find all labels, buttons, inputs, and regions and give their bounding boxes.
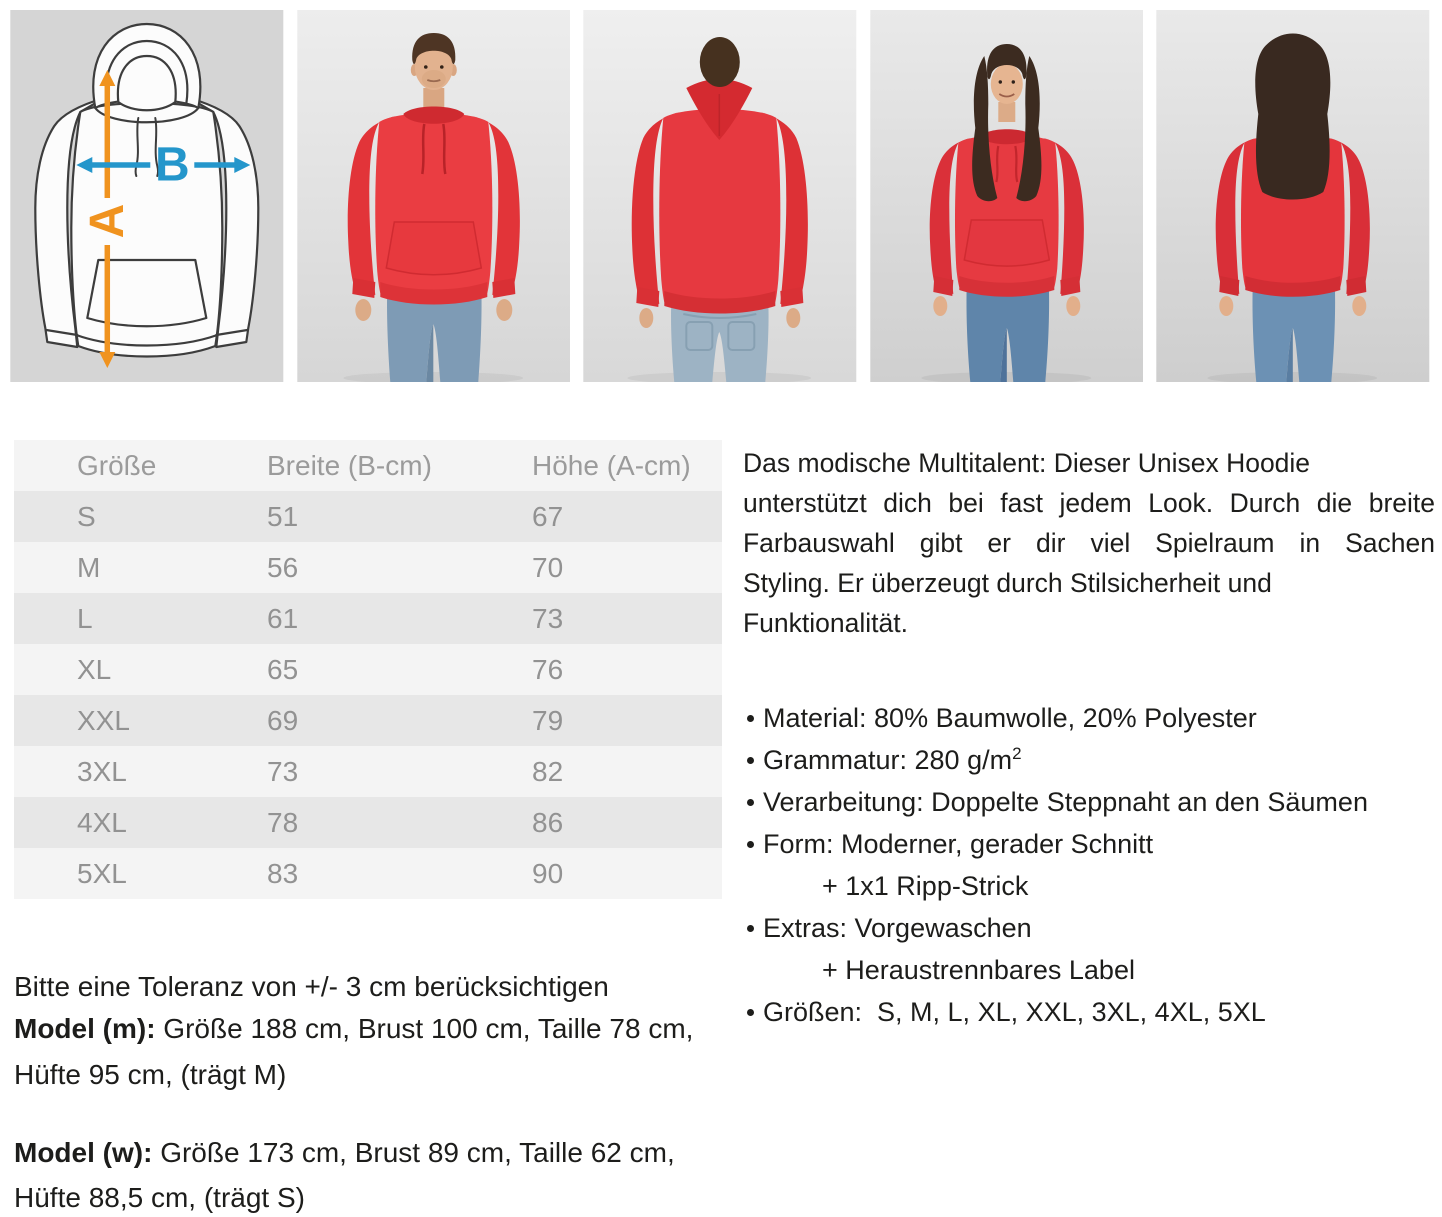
width-value: 61 — [267, 603, 299, 634]
table-row — [14, 848, 722, 899]
model-male-back-graphic — [583, 10, 857, 382]
table-row — [14, 797, 722, 848]
model-female-back-photo — [1156, 10, 1430, 382]
height-value: 90 — [532, 858, 564, 889]
feature-text: Verarbeitung: Doppelte Steppnaht an den Säumen — [763, 787, 1368, 817]
width-value: 56 — [267, 552, 299, 583]
size-value: 3XL — [77, 756, 127, 787]
table-row — [14, 542, 722, 593]
column-header-height: Höhe (A-cm) — [532, 450, 691, 481]
width-value: 51 — [267, 501, 299, 532]
model-female-front-graphic — [870, 10, 1144, 382]
product-image-row — [10, 10, 1430, 382]
model-w-line2: Hüfte 88,5 cm, (trägt S) — [14, 1182, 305, 1213]
list-item — [743, 781, 1435, 823]
model-m-label: Model (m): — [14, 1013, 156, 1044]
feature-text-continuation: + Heraustrennbares Label — [822, 955, 1135, 985]
size-value: L — [77, 603, 93, 634]
bullet-icon — [747, 757, 754, 764]
height-value: 79 — [532, 705, 564, 736]
description-line: Farbauswahl gibt er dir viel Spielraum in Sachen — [743, 528, 1435, 558]
width-value: 73 — [267, 756, 299, 787]
model-w-measurements — [14, 1130, 738, 1217]
width-value: 83 — [267, 858, 299, 889]
bullet-icon — [747, 841, 754, 848]
superscript: 2 — [1012, 744, 1022, 763]
list-item — [743, 697, 1435, 739]
feature-text: Grammatur: 280 g/m — [763, 745, 1013, 775]
height-value: 76 — [532, 654, 564, 685]
column-header-size: Größe — [77, 450, 157, 481]
tolerance-note: Bitte eine Toleranz von +/- 3 cm berücksichtigen — [14, 971, 609, 1002]
model-male-front-graphic — [297, 10, 571, 382]
feature-text: Größen: S, M, L, XL, XXL, 3XL, 4XL, 5XL — [763, 997, 1266, 1027]
model-w-line1 — [14, 1130, 738, 1175]
feature-text: Material: 80% Baumwolle, 20% Polyester — [763, 703, 1257, 733]
product-description — [743, 443, 1435, 1033]
height-value: 86 — [532, 807, 564, 838]
height-value: 67 — [532, 501, 564, 532]
list-item — [743, 907, 1435, 991]
size-value: XXL — [77, 705, 130, 736]
list-item — [743, 739, 1435, 781]
size-value: 4XL — [77, 807, 127, 838]
table-row — [14, 491, 722, 542]
table-row — [14, 746, 722, 797]
width-value: 78 — [267, 807, 299, 838]
model-m-line1 — [14, 1006, 738, 1052]
feature-text-continuation: + 1x1 Ripp-Strick — [822, 871, 1029, 901]
bullet-icon — [747, 799, 754, 806]
size-chart-header-row — [14, 440, 722, 491]
model-w-label: Model (w): — [14, 1137, 153, 1168]
height-value: 82 — [532, 756, 564, 787]
hoodie-diagram-graphic — [10, 10, 284, 382]
table-row — [14, 695, 722, 746]
list-item — [743, 823, 1435, 907]
model-female-back-graphic — [1156, 10, 1430, 382]
list-item — [743, 991, 1435, 1033]
model-m-measurements — [14, 1006, 738, 1098]
feature-text: Extras: Vorgewaschen — [763, 913, 1032, 943]
feature-text: Form: Moderner, gerader Schnitt — [763, 829, 1154, 859]
height-value: 70 — [532, 552, 564, 583]
bullet-icon — [747, 925, 754, 932]
size-chart-table — [14, 440, 722, 899]
description-line: Das modische Multitalent: Dieser Unisex Hoodie — [743, 448, 1311, 478]
bullet-icon — [747, 715, 754, 722]
model-w-text: Größe 173 cm, Brust 89 cm, Taille 62 cm, — [152, 1137, 675, 1168]
model-female-front-photo — [870, 10, 1144, 382]
table-row — [14, 593, 722, 644]
model-male-back-photo — [583, 10, 857, 382]
description-line: Styling. Er überzeugt durch Stilsicherheit und — [743, 568, 1272, 598]
description-line: Funktionalität. — [743, 608, 908, 638]
table-row — [14, 644, 722, 695]
size-value: M — [77, 552, 101, 583]
width-value: 65 — [267, 654, 299, 685]
height-arrow-label: A — [80, 203, 134, 239]
size-value: S — [77, 501, 96, 532]
model-m-text: Größe 188 cm, Brust 100 cm, Taille 78 cm, — [155, 1013, 694, 1044]
column-header-width: Breite (B-cm) — [267, 450, 432, 481]
size-value: XL — [77, 654, 112, 685]
hoodie-measurement-diagram — [10, 10, 284, 382]
width-value: 69 — [267, 705, 299, 736]
bullet-icon — [747, 1009, 754, 1016]
model-male-front-photo — [297, 10, 571, 382]
model-m-line2: Hüfte 95 cm, (trägt M) — [14, 1059, 287, 1090]
description-line: unterstützt dich bei fast jedem Look. Durch die breite — [743, 488, 1435, 518]
size-value: 5XL — [77, 858, 127, 889]
product-feature-list — [743, 697, 1435, 1033]
height-value: 73 — [532, 603, 564, 634]
width-arrow-label: B — [154, 138, 190, 192]
